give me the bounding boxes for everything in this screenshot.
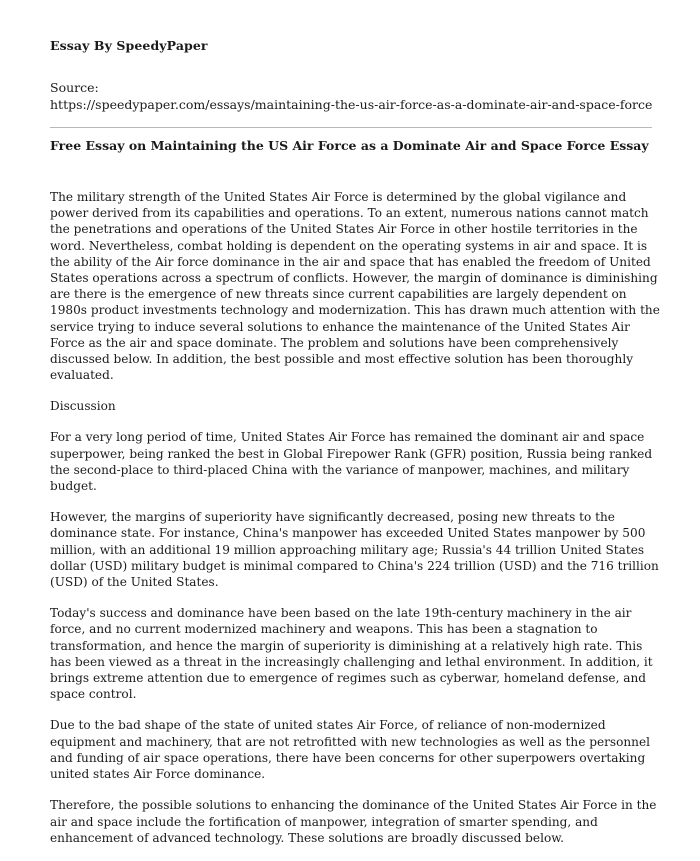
body-paragraph: For a very long period of time, United States Air Force has remained the dominant air and space superpower, being ranked the best in Global Firepower Rank (GFR) position, Russia being ranked the second-place to third-placed China with the variance of manpower, machines, and military budget. xyxy=(50,430,653,494)
discussion-heading: Discussion xyxy=(50,399,116,414)
document-heading: Essay By SpeedyPaper xyxy=(50,38,208,53)
header-divider xyxy=(50,127,652,128)
body-paragraph: Today's success and dominance have been based on the late 19th-century machinery in the air force, and no current modernized machinery and weapons. This has been a stagnation to transformation, and hence the margin of superiority is diminishing at a relatively high rate. This has been viewed as a threat in the increasingly challenging and lethal environment. In addition, it brings extreme attention due to emergence of regimes such as cyberwar, homeland defense, and space control. xyxy=(50,606,653,702)
body-paragraph: However, the margins of superiority have significantly decreased, posing new threats to the dominance state. For instance, China's manpower has exceeded United States manpower by 500 million, with an additional 19 million approaching military age; Russia's 44 trillion United States dollar (USD) military budget is minimal compared to China's 224 trillion (USD) and the 716 trillion (USD) of the United States. xyxy=(50,510,659,590)
source-url: https://speedypaper.com/essays/maintaining-the-us-air-force-as-a-dominate-air-and-space-force xyxy=(50,97,653,112)
document-page xyxy=(50,38,662,861)
body-paragraph: Therefore, the possible solutions to enhancing the dominance of the United States Air Force in the air and space include the fortification of manpower, integration of smarter spending, and enhancement of advanced technology. These solutions are broadly discussed below. xyxy=(50,798,657,845)
essay-title: Free Essay on Maintaining the US Air Force as a Dominate Air and Space Force Essay xyxy=(50,138,649,153)
body-paragraph: Due to the bad shape of the state of united states Air Force, of reliance of non-modernized equipment and machinery, that are not retrofitted with new technologies as well as the personnel and funding of air space operations, there have been concerns for other superpowers overtaking united states Air Force dominance. xyxy=(50,718,650,782)
source-block xyxy=(50,79,662,113)
intro-paragraph: The military strength of the United States Air Force is determined by the global vigilance and power derived from its capabilities and operations. To an extent, numerous nations cannot match the penetrations and operations of the United States Air Force in other hostile territories in the word. Nevertheless, combat holding is dependent on the operating systems in air and space. It is the ability of the Air force dominance in the air and space that has enabled the freedom of United States operations across a spectrum of conflicts. However, the margin of dominance is diminishing are there is the emergence of new threats since current capabilities are largely dependent on 1980s product investments technology and modernization. This has drawn much attention with the service trying to induce several solutions to enhance the maintenance of the United States Air Force as the air and space dominate. The problem and solutions have been comprehensively discussed below. In addition, the best possible and most effective solution has been thoroughly evaluated. xyxy=(50,190,660,383)
source-label: Source: xyxy=(50,80,99,95)
